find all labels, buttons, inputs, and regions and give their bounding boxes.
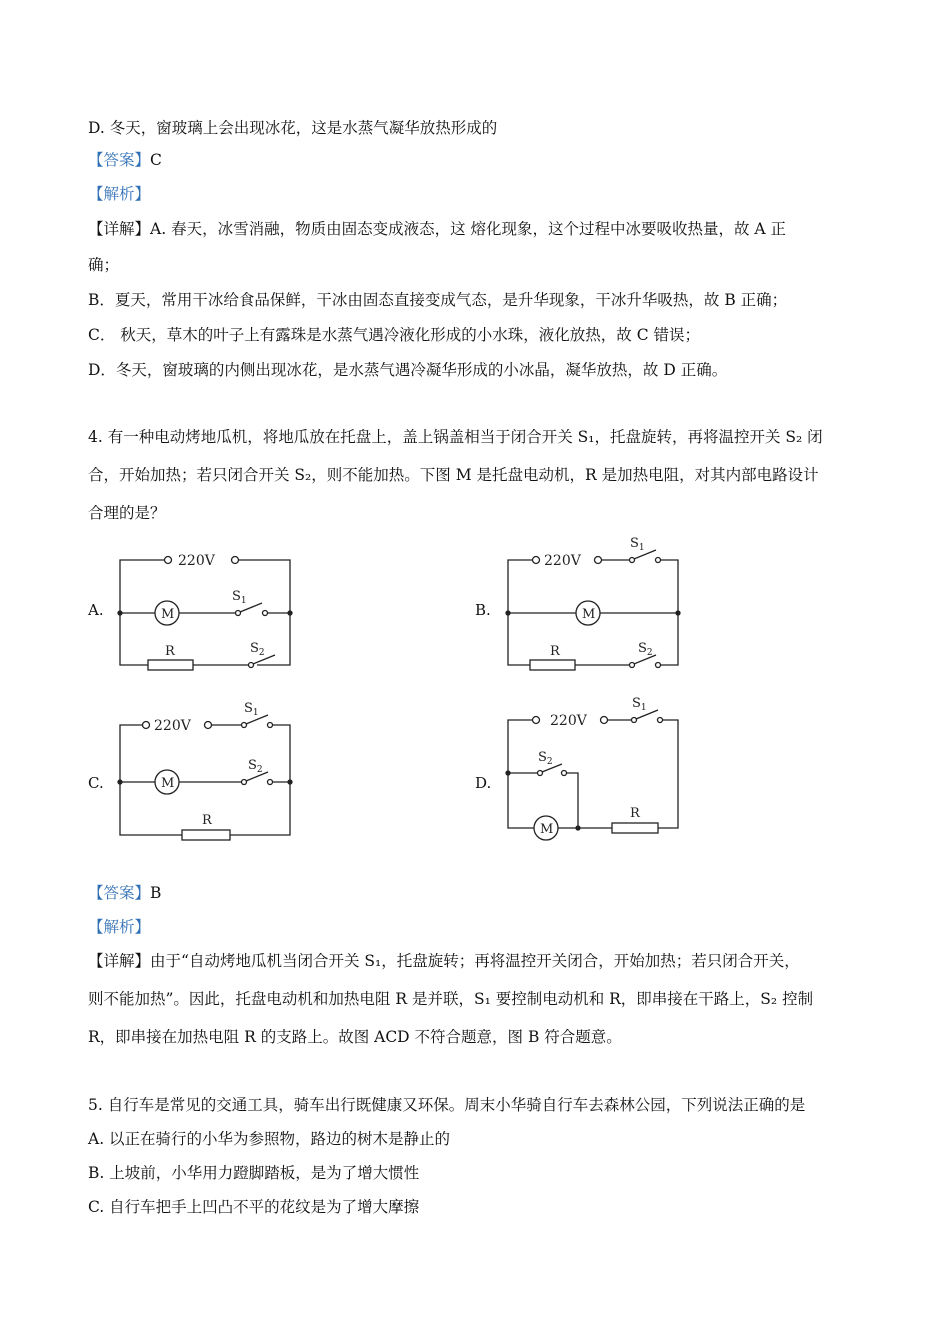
q3-answer [88, 149, 162, 171]
detail-a-text: A. 春天，冰雪消融，物质由固态变成液态，这 熔化现象，这个过程中冰要吸收热量，故 A 正 [150, 220, 787, 238]
q4-answer [88, 882, 161, 904]
s1-label: $S_1$ [244, 701, 259, 718]
q3-detail-a-cont: 确； [88, 256, 120, 274]
q4-stem-line2: 合，开始加热；若只闭合开关 S₂，则不能加热。下图 M 是托盘电动机，R 是加热电阻，对其内部电路设计 [88, 466, 819, 484]
answer-value: B [150, 884, 162, 902]
motor-label: M [540, 822, 554, 837]
voltage-label: 220V [550, 713, 587, 729]
circuit-a-diagram [110, 540, 310, 680]
q3-option-d: D. 冬天，窗玻璃上会出现冰花，这是水蒸气凝华放热形成的 [88, 119, 498, 137]
q5-stem: 5. 自行车是常见的交通工具，骑车出行既健康又环保。周末小华骑自行车去森林公园，下列说法正确的是 [88, 1096, 806, 1114]
circuit-c-diagram [110, 700, 310, 845]
motor-label: M [161, 607, 175, 622]
detail-tag: 【详解】 [88, 952, 151, 970]
s1-label: $S_1$ [632, 696, 647, 713]
q4-stem-line3: 合理的是？ [88, 504, 166, 522]
voltage-label: 220V [154, 718, 191, 734]
s2-label: $S_2$ [638, 641, 653, 658]
answer-tag: 【答案】 [88, 884, 151, 902]
q4-stem-line1: 4. 有一种电动烤地瓜机，将地瓜放在托盘上，盖上锅盖相当于闭合开关 S₁，托盘旋转，再将温控开关 S₂ 闭 [88, 428, 823, 446]
q3-detail-a [88, 218, 786, 240]
q3-detail-c: C． 秋天，草木的叶子上有露珠是水蒸气遇冷液化形成的小水珠，液化放热，故 C 错误； [88, 326, 701, 344]
answer-value: C [150, 151, 162, 169]
s2-label: $S_2$ [250, 641, 265, 658]
option-b-label: B. [475, 601, 491, 619]
q3-detail-b: B．夏天，常用干冰给食品保鲜，干冰由固态直接变成气态，是升华现象，干冰升华吸热，故 B 正确； [88, 291, 788, 309]
resistor-label: R [165, 644, 175, 659]
detail-tag: 【详解】 [88, 220, 151, 238]
option-c-label: C. [88, 774, 104, 792]
q4-detail-line1 [88, 950, 800, 972]
s1-label: $S_1$ [630, 536, 645, 553]
q4-analysis-tag: 【解析】 [88, 918, 151, 936]
s2-label: $S_2$ [248, 758, 263, 775]
q3-detail-d: D．冬天，窗玻璃的内侧出现冰花，是水蒸气遇冷凝华形成的小冰晶，凝华放热，故 D 正确。 [88, 361, 728, 379]
option-a-label: A. [88, 601, 104, 619]
motor-label: M [161, 776, 175, 791]
s1-label: $S_1$ [232, 589, 247, 606]
q4-detail-line2: 则不能加热”。因此，托盘电动机和加热电阻 R 是并联，S₁ 要控制电动机和 R，即串接在干路上，S₂ 控制 [88, 990, 814, 1008]
option-d-label: D. [475, 774, 492, 792]
s2-label: $S_2$ [538, 750, 553, 767]
q3-analysis-tag: 【解析】 [88, 185, 151, 203]
q5-option-b: B. 上坡前，小华用力蹬脚踏板，是为了增大惯性 [88, 1164, 420, 1182]
circuit-d-diagram [500, 695, 690, 850]
resistor-label: R [550, 644, 560, 659]
answer-tag: 【答案】 [88, 151, 151, 169]
circuit-b-diagram [500, 535, 690, 680]
q4-detail-line3: R，即串接在加热电阻 R 的支路上。故图 ACD 不符合题意，图 B 符合题意。 [88, 1028, 622, 1046]
q5-option-a: A. 以正在骑行的小华为参照物，路边的树木是静止的 [88, 1130, 451, 1148]
detail-text: 由于“自动烤地瓜机当闭合开关 S₁，托盘旋转；再将温控开关闭合，开始加热；若只闭合开关， [150, 952, 800, 970]
voltage-label: 220V [544, 553, 581, 569]
q5-option-c: C. 自行车把手上凹凸不平的花纹是为了增大摩擦 [88, 1198, 420, 1216]
motor-label: M [582, 607, 596, 622]
voltage-label: 220V [178, 553, 215, 569]
resistor-label: R [630, 806, 640, 821]
resistor-label: R [202, 813, 212, 828]
